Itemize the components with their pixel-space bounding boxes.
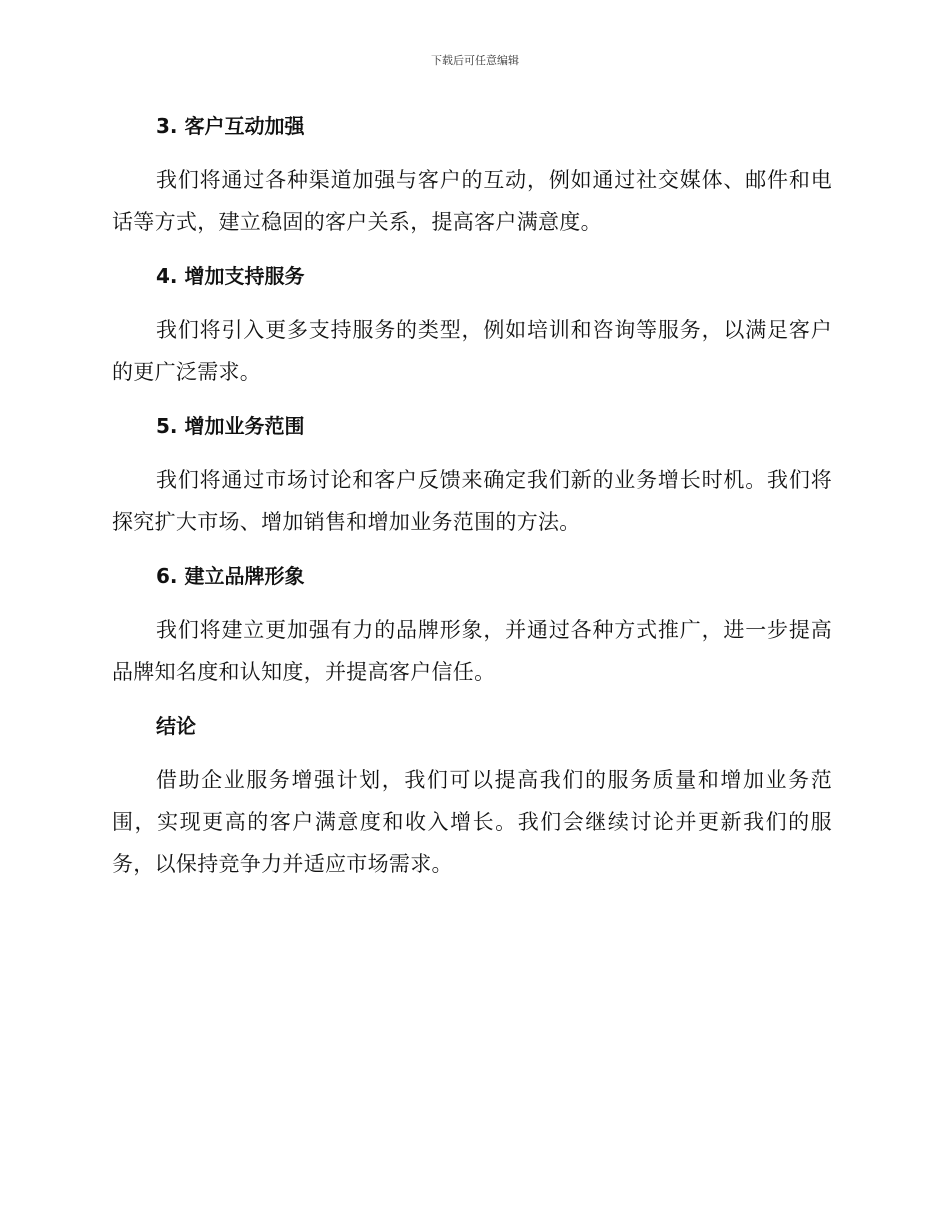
section-heading: 3. 客户互动加强 <box>156 114 305 138</box>
section-brand-image <box>112 561 832 693</box>
section-business-scope <box>112 411 832 543</box>
section-paragraph: 我们将通过市场讨论和客户反馈来确定我们新的业务增长时机。我们将探究扩大市场、增加销售和增加业务范围的方法。 <box>112 468 832 534</box>
document-body <box>112 111 832 903</box>
section-conclusion <box>112 711 832 885</box>
page-header: 下载后可任意编辑 <box>431 54 519 67</box>
section-paragraph: 我们将建立更加强有力的品牌形象，并通过各种方式推广，进一步提高品牌知名度和认知度，并提高客户信任。 <box>112 618 832 684</box>
section-heading: 4. 增加支持服务 <box>156 264 305 288</box>
section-paragraph: 我们将引入更多支持服务的类型，例如培训和咨询等服务，以满足客户的更广泛需求。 <box>112 318 832 384</box>
section-heading: 6. 建立品牌形象 <box>156 564 305 588</box>
section-customer-interaction <box>112 111 832 243</box>
section-heading: 结论 <box>156 714 196 738</box>
section-heading: 5. 增加业务范围 <box>156 414 305 438</box>
section-paragraph: 我们将通过各种渠道加强与客户的互动，例如通过社交媒体、邮件和电话等方式，建立稳固的客户关系，提高客户满意度。 <box>112 168 832 234</box>
section-support-services <box>112 261 832 393</box>
section-paragraph: 借助企业服务增强计划，我们可以提高我们的服务质量和增加业务范围，实现更高的客户满意度和收入增长。我们会继续讨论并更新我们的服务，以保持竞争力并适应市场需求。 <box>112 768 832 876</box>
